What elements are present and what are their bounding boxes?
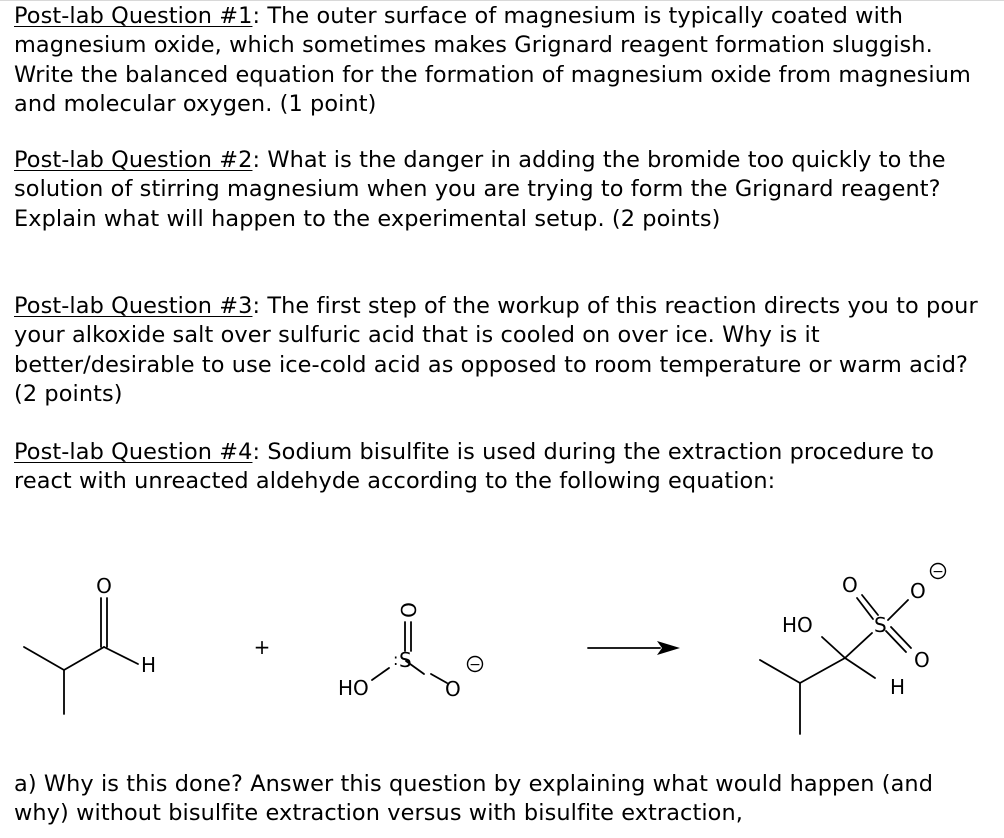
question-4-label: Post-lab Question #4 <box>14 439 253 465</box>
charge-product <box>931 564 946 581</box>
question-3-text: : The first step of the workup of this reaction directs you to pour your alkoxide salt over sulfuric acid that is cooled on over ice. Why is it better/desirable to use ice-cold acid as opposed to room temperature or warm acid? (2 points) <box>14 293 978 407</box>
charge-product-sign: − <box>932 564 944 580</box>
product-sulfur: S <box>874 613 887 637</box>
product-hydroxyl: HO <box>782 613 813 637</box>
sulfur-lone-pair: : <box>393 650 399 669</box>
question-1-text: : The outer surface of magnesium is typically coated with magnesium oxide, which sometimes makes Grignard reagent formation sluggish. Write the balanced equation for the formation of magnesium oxide from magnesium and molecular oxygen. (1 point) <box>14 3 971 117</box>
question-1-label: Post-lab Question #1 <box>14 3 253 29</box>
product-hydrogen: H <box>890 675 906 699</box>
plus-sign: + <box>253 635 271 659</box>
bisulfite-oxygen-double: O <box>397 602 421 618</box>
question-1 <box>14 2 989 119</box>
product-oxygen-anion: O <box>910 579 926 603</box>
product-oxygen-right: O <box>914 648 930 672</box>
bisulfite-sulfur: S <box>399 648 412 672</box>
question-3 <box>14 292 989 409</box>
reaction-scheme <box>0 540 1004 765</box>
aldehyde-structure <box>24 598 138 714</box>
question-4 <box>14 438 989 497</box>
part-a-question: a) Why is this done? Answer this question by explaining what would happen (and why) without bisulfite extraction versus with bisulfite extraction, <box>14 771 934 827</box>
bisulfite-oxygen-anion: O <box>445 677 461 701</box>
charge-bisulfite <box>468 657 483 674</box>
charge-bisulfite-sign: − <box>469 657 481 673</box>
bisulfite-hydroxyl: HO <box>338 676 369 700</box>
question-4-text: : Sodium bisulfite is used during the extraction procedure to react with unreacted aldehyde according to the following equation: <box>14 439 935 495</box>
question-3-label: Post-lab Question #3 <box>14 293 253 319</box>
question-2 <box>14 146 989 234</box>
question-2-text: : What is the danger in adding the bromide too quickly to the solution of stirring magnesium when you are trying to form the Grignard reagent? Explain what will happen to the experimental setup. (2 points) <box>14 147 946 232</box>
question-2-label: Post-lab Question #2 <box>14 147 253 173</box>
aldehyde-oxygen: O <box>96 574 112 598</box>
aldehyde-hydrogen: H <box>141 653 157 677</box>
product-oxygen-top: O <box>842 573 858 597</box>
top-divider <box>0 0 1004 1</box>
